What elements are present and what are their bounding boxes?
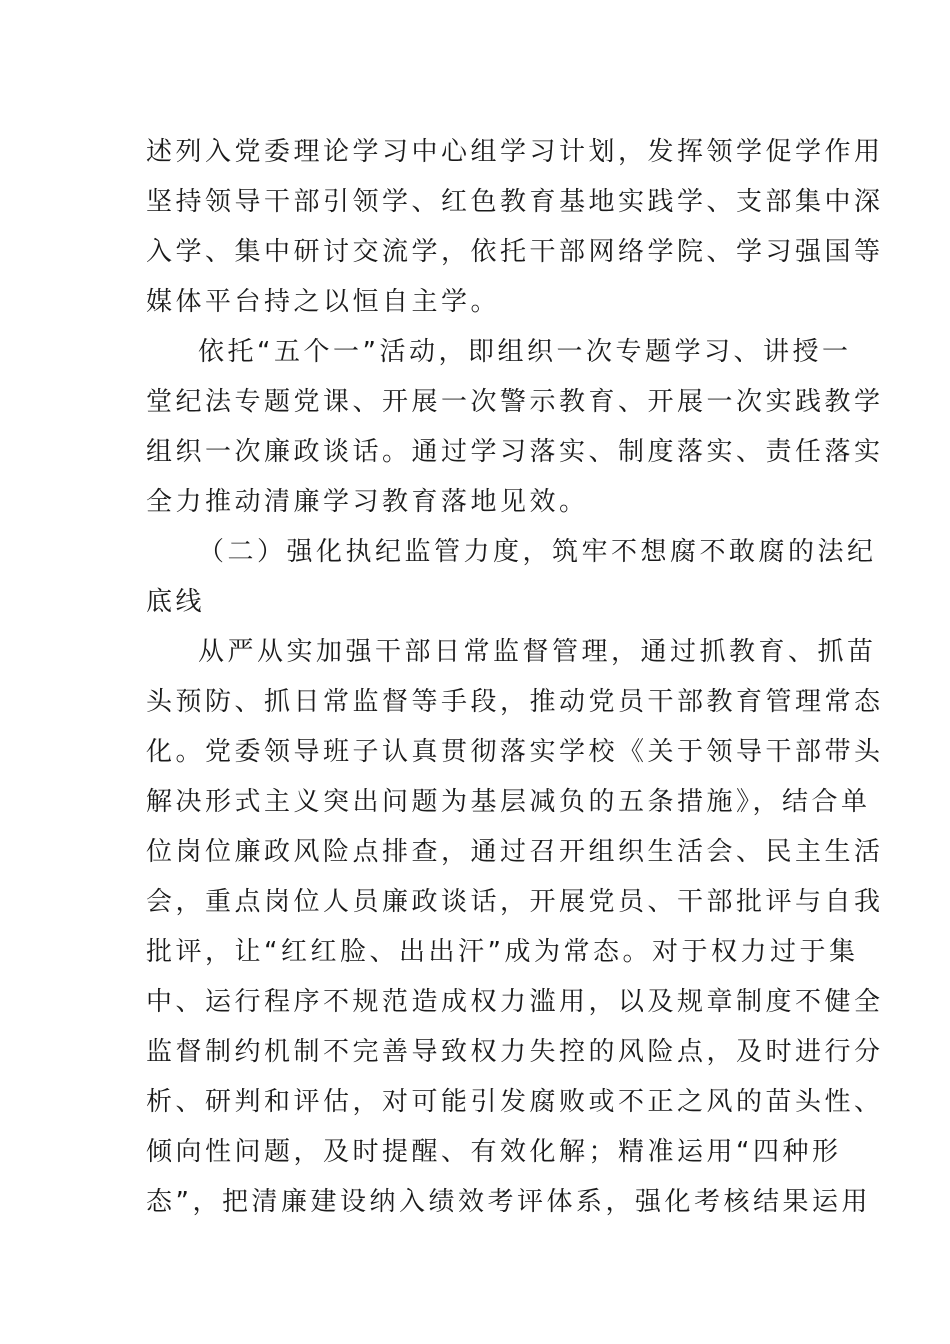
text-line: 坚持领导干部引领学、红色教育基地实践学、支部集中深	[146, 187, 884, 217]
text-line: 化。党委领导班子认真贯彻落实学校《关于领导干部带头	[146, 737, 884, 767]
text-line: 依托“五个一”活动，即组织一次专题学习、讲授一	[198, 337, 852, 367]
text-line: 监督制约机制不完善导致权力失控的风险点，及时进行分	[146, 1037, 884, 1067]
section-heading-continued: 底线	[146, 587, 206, 617]
text-line: 倾向性问题，及时提醒、有效化解；精准运用“四种形	[146, 1137, 842, 1167]
text-line: 从严从实加强干部日常监督管理，通过抓教育、抓苗	[198, 637, 877, 667]
text-line: 组织一次廉政谈话。通过学习落实、制度落实、责任落实	[146, 437, 884, 467]
text-line: 位岗位廉政风险点排查，通过召开组织生活会、民主生活	[146, 837, 884, 867]
text-line: 堂纪法专题党课、开展一次警示教育、开展一次实践教学	[146, 387, 884, 417]
section-heading: （二）强化执纪监管力度，筑牢不想腐不敢腐的法纪	[198, 537, 877, 567]
text-line: 中、运行程序不规范造成权力滥用，以及规章制度不健全	[146, 987, 884, 1017]
text-line: 析、研判和评估，对可能引发腐败或不正之风的苗头性、	[146, 1087, 884, 1117]
text-line: 态”，把清廉建设纳入绩效考评体系，强化考核结果运用	[146, 1187, 871, 1217]
text-line: 全力推动清廉学习教育落地见效。	[146, 487, 589, 517]
text-line: 媒体平台持之以恒自主学。	[146, 287, 501, 317]
text-line: 头预防、抓日常监督等手段，推动党员干部教育管理常态	[146, 687, 884, 717]
text-line: 述列入党委理论学习中心组学习计划，发挥领学促学作用	[146, 137, 884, 167]
text-line: 会，重点岗位人员廉政谈话，开展党员、干部批评与自我	[146, 887, 884, 917]
text-line: 批评，让“红红脸、出出汗”成为常态。对于权力过于集	[146, 937, 859, 967]
text-line: 入学、集中研讨交流学，依托干部网络学院、学习强国等	[146, 237, 884, 267]
text-line: 解决形式主义突出问题为基层减负的五条措施》，结合单	[146, 787, 871, 817]
